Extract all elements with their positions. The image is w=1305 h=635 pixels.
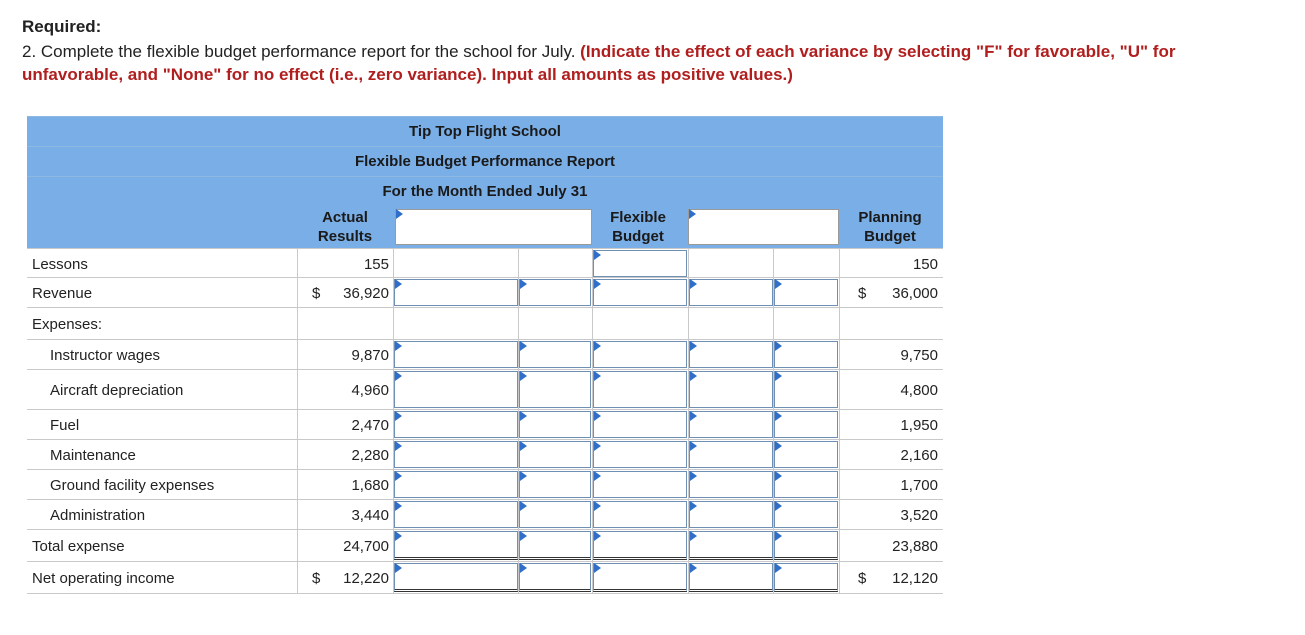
input-marker-icon — [594, 371, 601, 381]
answer-input[interactable] — [593, 250, 687, 277]
table-row — [27, 530, 943, 562]
input-marker-icon — [520, 341, 527, 351]
table-row — [27, 248, 943, 278]
input-marker-icon — [520, 411, 527, 421]
answer-input[interactable] — [689, 563, 773, 592]
input-marker-icon — [690, 471, 697, 481]
instructions-emphasis: (Indicate the effect of each variance by selecting "F" for favorable, "U" for unfavorable, and "None" for no effect (i.e., zero variance). Input all amounts as positive values.) — [22, 42, 1176, 84]
answer-input[interactable] — [394, 371, 518, 408]
instructions-prefix: 2. Complete the flexible budget performance report for the school for July. — [22, 42, 576, 61]
answer-input[interactable] — [774, 341, 838, 368]
input-marker-icon — [775, 341, 782, 351]
answer-input[interactable] — [394, 411, 518, 438]
currency-symbol: $ — [858, 570, 867, 587]
input-marker-icon — [520, 501, 527, 511]
input-marker-icon — [775, 471, 782, 481]
cell-border — [297, 340, 298, 369]
row-label: Administration — [50, 507, 146, 524]
answer-input[interactable] — [593, 563, 687, 592]
cell-border — [297, 500, 298, 529]
row-label: Fuel — [50, 417, 80, 434]
col-header-input-1[interactable] — [395, 209, 592, 245]
input-marker-icon — [594, 563, 601, 573]
answer-input[interactable] — [593, 341, 687, 368]
table-row — [27, 470, 943, 500]
actual-value: 36,920 — [343, 285, 389, 302]
input-marker-icon — [775, 441, 782, 451]
row-label: Expenses: — [32, 316, 103, 333]
answer-input[interactable] — [394, 471, 518, 498]
planning-value: 1,700 — [900, 477, 938, 494]
input-marker-icon — [395, 471, 402, 481]
answer-input[interactable] — [394, 279, 518, 306]
input-marker-icon — [396, 209, 403, 219]
input-marker-icon — [775, 411, 782, 421]
input-marker-icon — [395, 563, 402, 573]
cell-border — [839, 340, 840, 369]
answer-input[interactable] — [689, 501, 773, 528]
answer-input[interactable] — [774, 371, 838, 408]
planning-value: 150 — [912, 256, 938, 273]
cell-border — [688, 308, 689, 339]
currency-symbol: $ — [858, 285, 867, 302]
answer-input[interactable] — [689, 471, 773, 498]
input-marker-icon — [520, 531, 527, 541]
company-name: Tip Top Flight School — [27, 116, 943, 147]
table-row — [27, 410, 943, 440]
cell-border — [518, 308, 519, 339]
input-marker-icon — [594, 341, 601, 351]
answer-input[interactable] — [519, 501, 591, 528]
input-marker-icon — [775, 501, 782, 511]
input-marker-icon — [520, 371, 527, 381]
cell-border — [297, 410, 298, 439]
cell-border — [393, 249, 394, 277]
table-row — [27, 562, 943, 594]
col-header-input-2[interactable] — [688, 209, 839, 245]
answer-input[interactable] — [593, 531, 687, 560]
answer-input[interactable] — [519, 411, 591, 438]
actual-value: 4,960 — [351, 382, 389, 399]
answer-input[interactable] — [774, 531, 838, 560]
cell-border — [839, 410, 840, 439]
planning-value: 12,120 — [892, 570, 938, 587]
answer-input[interactable] — [593, 441, 687, 468]
answer-input[interactable] — [689, 531, 773, 560]
required-heading: Required: — [22, 17, 102, 36]
input-marker-icon — [775, 279, 782, 289]
row-label: Aircraft depreciation — [50, 382, 184, 399]
answer-input[interactable] — [519, 371, 591, 408]
input-marker-icon — [594, 501, 601, 511]
planning-value: 36,000 — [892, 285, 938, 302]
answer-input[interactable] — [774, 441, 838, 468]
actual-value: 2,470 — [351, 417, 389, 434]
actual-value: 3,440 — [351, 507, 389, 524]
answer-input[interactable] — [689, 371, 773, 408]
answer-input[interactable] — [394, 341, 518, 368]
actual-value: 9,870 — [351, 347, 389, 364]
cell-border — [839, 370, 840, 409]
input-marker-icon — [395, 411, 402, 421]
input-marker-icon — [395, 371, 402, 381]
answer-input[interactable] — [519, 441, 591, 468]
col-planning-budget: Planning Budget — [858, 209, 922, 245]
currency-symbol: $ — [312, 570, 321, 587]
input-marker-icon — [690, 371, 697, 381]
cell-border — [839, 530, 840, 561]
cell-border — [839, 500, 840, 529]
table-row — [27, 340, 943, 370]
cell-border — [839, 308, 840, 339]
col-actual-results: Actual Results — [317, 209, 373, 245]
input-marker-icon — [594, 471, 601, 481]
input-marker-icon — [395, 501, 402, 511]
input-marker-icon — [594, 531, 601, 541]
cell-border — [297, 308, 298, 339]
answer-input[interactable] — [774, 563, 838, 592]
input-marker-icon — [689, 209, 696, 219]
input-marker-icon — [395, 441, 402, 451]
table-row — [27, 500, 943, 530]
answer-input[interactable] — [519, 563, 591, 592]
input-marker-icon — [775, 371, 782, 381]
answer-input[interactable] — [689, 341, 773, 368]
row-label: Instructor wages — [50, 347, 161, 364]
answer-input[interactable] — [394, 441, 518, 468]
cell-border — [839, 562, 840, 593]
input-marker-icon — [395, 531, 402, 541]
col-flexible-budget: Flexible Budget — [610, 209, 666, 245]
input-marker-icon — [690, 279, 697, 289]
input-marker-icon — [594, 250, 601, 260]
answer-input[interactable] — [519, 531, 591, 560]
cell-border — [839, 470, 840, 499]
answer-input[interactable] — [774, 501, 838, 528]
report-period: For the Month Ended July 31 — [27, 176, 943, 207]
answer-input[interactable] — [394, 563, 518, 592]
answer-input[interactable] — [519, 471, 591, 498]
input-marker-icon — [690, 531, 697, 541]
input-marker-icon — [690, 341, 697, 351]
planning-value: 23,880 — [892, 538, 938, 555]
cell-border — [297, 562, 298, 593]
cell-border — [688, 249, 689, 277]
input-marker-icon — [690, 563, 697, 573]
row-label: Ground facility expenses — [50, 477, 215, 494]
input-marker-icon — [520, 441, 527, 451]
cell-border — [773, 308, 774, 339]
answer-input[interactable] — [774, 471, 838, 498]
input-marker-icon — [690, 411, 697, 421]
answer-input[interactable] — [394, 501, 518, 528]
actual-value: 1,680 — [351, 477, 389, 494]
table-row — [27, 440, 943, 470]
table-row — [27, 278, 943, 308]
cell-border — [297, 370, 298, 409]
cell-border — [839, 249, 840, 277]
cell-border — [297, 470, 298, 499]
currency-symbol: $ — [312, 285, 321, 302]
report-title: Flexible Budget Performance Report — [27, 146, 943, 177]
input-marker-icon — [520, 279, 527, 289]
cell-border — [297, 530, 298, 561]
answer-input[interactable] — [394, 531, 518, 560]
input-marker-icon — [594, 279, 601, 289]
actual-value: 12,220 — [343, 570, 389, 587]
input-marker-icon — [594, 411, 601, 421]
input-marker-icon — [395, 341, 402, 351]
cell-border — [297, 278, 298, 307]
cell-border — [518, 249, 519, 277]
row-label: Revenue — [32, 285, 93, 302]
planning-value: 1,950 — [900, 417, 938, 434]
table-row — [27, 370, 943, 410]
answer-input[interactable] — [689, 411, 773, 438]
performance-report-table — [27, 116, 943, 596]
actual-value: 2,280 — [351, 447, 389, 464]
input-marker-icon — [594, 441, 601, 451]
cell-border — [839, 278, 840, 307]
row-label: Maintenance — [50, 447, 136, 464]
planning-value: 4,800 — [900, 382, 938, 399]
row-label: Net operating income — [32, 570, 175, 587]
table-row — [27, 308, 943, 340]
input-marker-icon — [395, 279, 402, 289]
planning-value: 3,520 — [900, 507, 938, 524]
cell-border — [297, 249, 298, 277]
input-marker-icon — [690, 501, 697, 511]
input-marker-icon — [520, 563, 527, 573]
answer-input[interactable] — [593, 501, 687, 528]
row-label: Lessons — [32, 256, 88, 273]
actual-value: 155 — [363, 256, 389, 273]
cell-border — [393, 308, 394, 339]
planning-value: 2,160 — [900, 447, 938, 464]
input-marker-icon — [775, 531, 782, 541]
input-marker-icon — [690, 441, 697, 451]
input-marker-icon — [520, 471, 527, 481]
actual-value: 24,700 — [343, 538, 389, 555]
answer-input[interactable] — [593, 411, 687, 438]
instructions-text — [22, 40, 1252, 86]
answer-input[interactable] — [593, 279, 687, 306]
answer-input[interactable] — [689, 441, 773, 468]
cell-border — [297, 440, 298, 469]
input-marker-icon — [775, 563, 782, 573]
answer-input[interactable] — [519, 279, 591, 306]
cell-border — [839, 440, 840, 469]
answer-input[interactable] — [774, 411, 838, 438]
cell-border — [773, 249, 774, 277]
answer-input[interactable] — [593, 371, 687, 408]
answer-input[interactable] — [593, 471, 687, 498]
answer-input[interactable] — [519, 341, 591, 368]
planning-value: 9,750 — [900, 347, 938, 364]
row-label: Total expense — [32, 538, 125, 555]
answer-input[interactable] — [774, 279, 838, 306]
cell-border — [592, 308, 593, 339]
answer-input[interactable] — [689, 279, 773, 306]
